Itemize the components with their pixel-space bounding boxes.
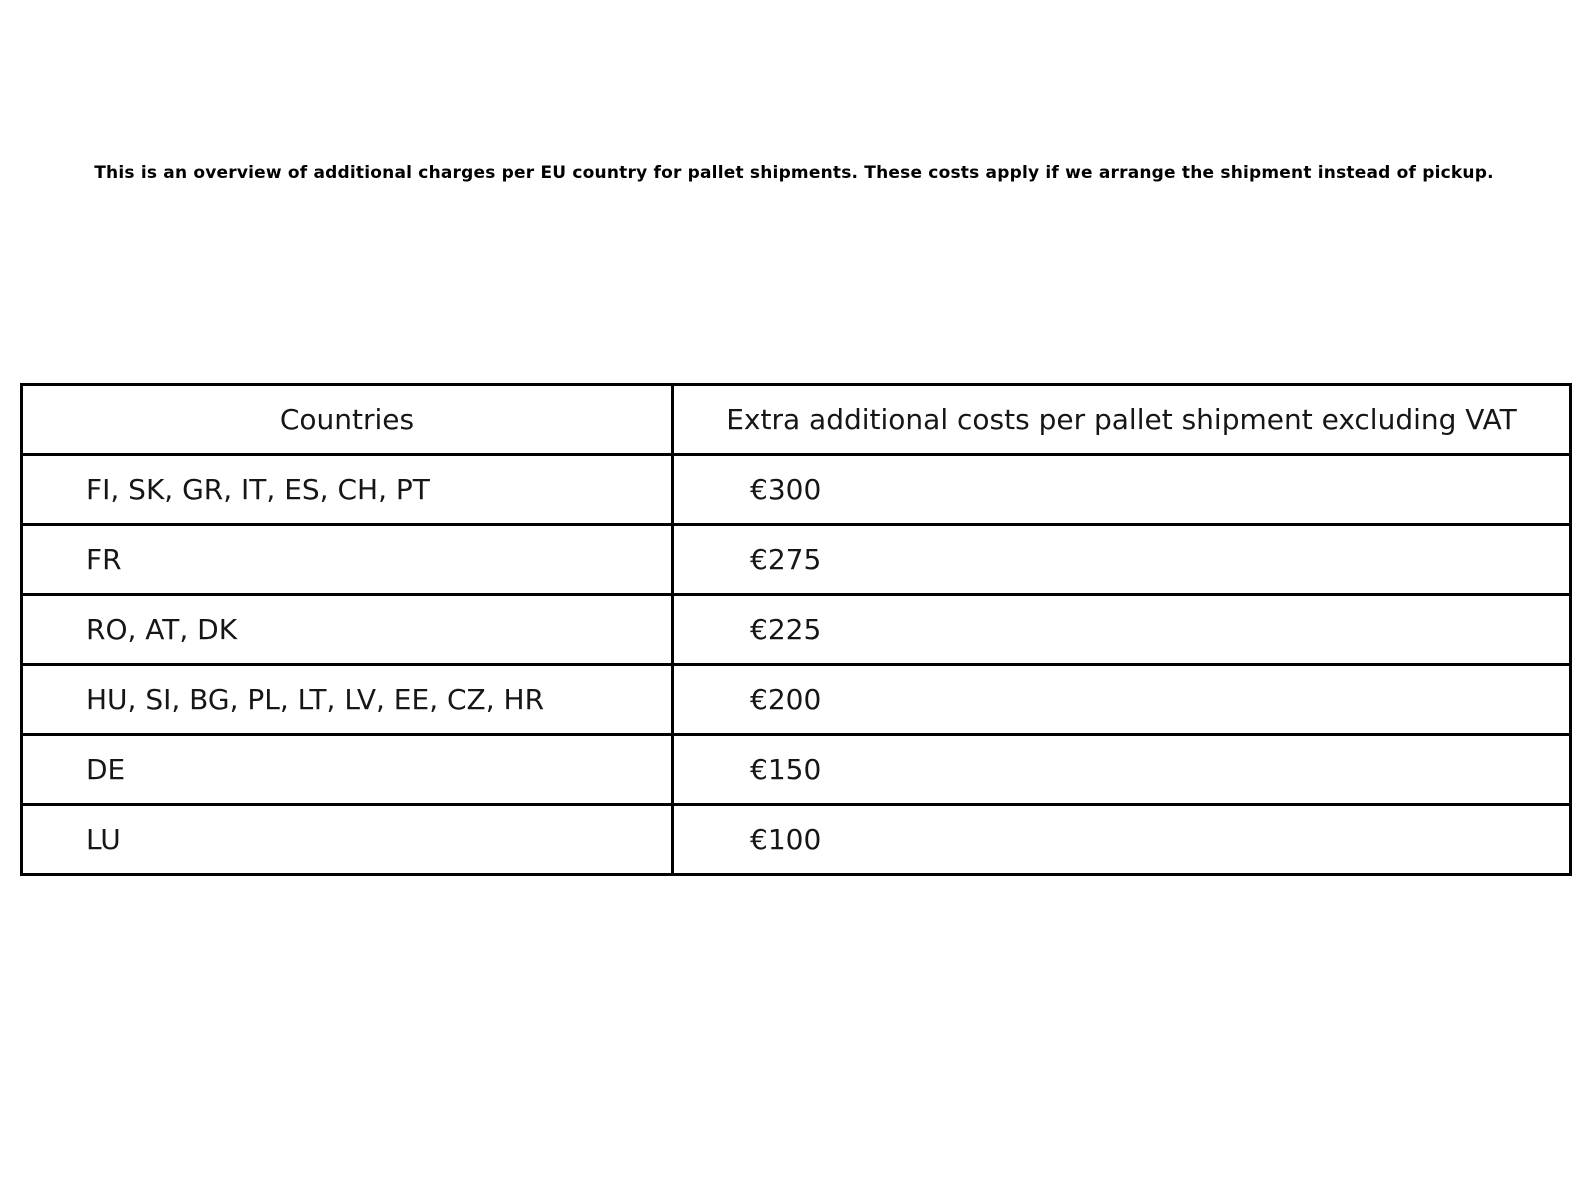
countries-cell: HU, SI, BG, PL, LT, LV, EE, CZ, HR [22, 665, 673, 735]
table-row [22, 525, 1571, 595]
header-countries: Countries [22, 385, 673, 455]
cost-cell: €225 [673, 595, 1571, 665]
charges-table [20, 383, 1572, 876]
table-header-row [22, 385, 1571, 455]
table-row [22, 805, 1571, 875]
countries-cell: DE [22, 735, 673, 805]
cost-cell: €100 [673, 805, 1571, 875]
table-row [22, 735, 1571, 805]
countries-cell: RO, AT, DK [22, 595, 673, 665]
cost-cell: €275 [673, 525, 1571, 595]
countries-cell: FR [22, 525, 673, 595]
table-row [22, 455, 1571, 525]
page-description: This is an overview of additional charges per EU country for pallet shipments. These costs apply if we arrange the shipment instead of pickup. [94, 163, 1494, 183]
cost-cell: €150 [673, 735, 1571, 805]
cost-cell: €300 [673, 455, 1571, 525]
table-row [22, 595, 1571, 665]
countries-cell: LU [22, 805, 673, 875]
header-costs: Extra additional costs per pallet shipment excluding VAT [673, 385, 1571, 455]
cost-cell: €200 [673, 665, 1571, 735]
table-row [22, 665, 1571, 735]
countries-cell: FI, SK, GR, IT, ES, CH, PT [22, 455, 673, 525]
